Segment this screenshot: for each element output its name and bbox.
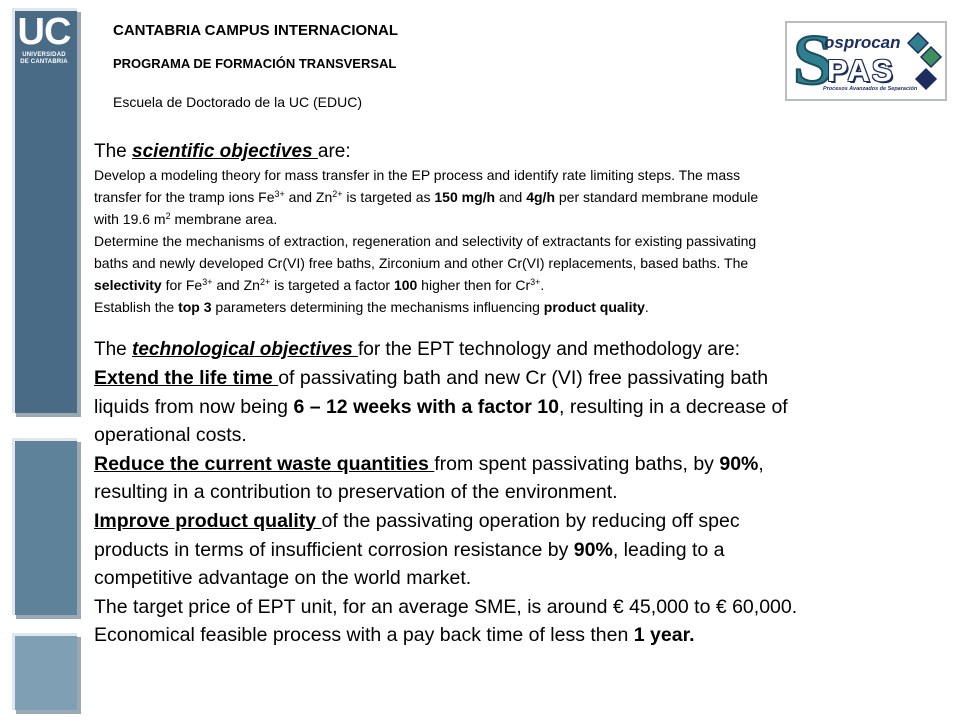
text-run: per standard membrane module: [555, 189, 759, 205]
sidebar-bar-middle: [12, 438, 77, 615]
technological-line-7: [94, 536, 960, 565]
text-run: operational costs.: [94, 424, 247, 447]
text-run: liquids from now being: [94, 395, 294, 418]
scientific-heading: [94, 140, 960, 164]
university-logo-line-1: UNIVERSIDAD: [22, 52, 66, 58]
bold-value: 150 mg/h: [434, 189, 496, 205]
bold-value: 100: [393, 277, 418, 293]
superscript: 2+: [259, 277, 271, 287]
text-run: membrane area.: [170, 211, 278, 227]
scientific-heading-post: are:: [317, 141, 351, 162]
bold-value: top 3: [178, 299, 212, 315]
text-run: transfer for the tramp ions Fe: [94, 189, 275, 205]
scientific-line-5: [94, 252, 960, 274]
text-run: .: [540, 277, 545, 293]
scientific-line-6: [94, 274, 960, 296]
superscript: 3+: [530, 277, 541, 287]
scientific-line-7: [94, 296, 960, 318]
scientific-line-2: [94, 186, 960, 208]
technological-line-5: [94, 478, 960, 507]
superscript: 3+: [202, 277, 213, 287]
text-run: Determine the mechanisms of extraction, regeneration and selectivity of extractants for existing passivating: [94, 233, 757, 249]
text-run: with 19.6 m: [94, 211, 166, 227]
text-run: higher then for Cr: [417, 277, 531, 293]
header-title: CANTABRIA CAMPUS INTERNACIONAL: [113, 22, 398, 39]
university-logo-mark: UC: [17, 11, 71, 53]
header-subtitle: PROGRAMA DE FORMACIÓN TRANSVERSAL: [113, 56, 397, 71]
text-run: baths and newly developed Cr(VI) free baths, Zirconium and other Cr(VI) replacements, based baths. The: [94, 255, 749, 271]
technological-line-9: [94, 593, 960, 622]
scientific-line-3: [94, 208, 960, 230]
sosprocan-logo: [785, 21, 947, 101]
diamond-icon: [904, 31, 944, 93]
technological-heading: [94, 336, 960, 364]
technological-line-10: [94, 621, 960, 650]
university-logo-line-2: DE CANTABRIA: [20, 59, 68, 65]
text-run: Economical feasible process with a pay back time of less then: [94, 624, 634, 647]
scientific-line-1: [94, 164, 960, 186]
text-run: .: [644, 299, 649, 315]
technological-line-4: [94, 450, 960, 479]
technological-heading-underlined: technological objectives: [132, 339, 358, 360]
bold-value: 90%: [573, 538, 613, 561]
text-run: The target price of EPT unit, for an average SME, is around € 45,000 to € 60,000.: [94, 595, 798, 618]
underlined-run: Improve product quality: [94, 509, 322, 532]
technological-heading-post: for the EPT technology and methodology are:: [357, 339, 740, 360]
text-run: products in terms of insufficient corrosion resistance by: [94, 538, 574, 561]
text-run: is targeted a factor: [270, 277, 394, 293]
university-logo: [15, 12, 73, 66]
text-run: parameters determining the mechanisms influencing: [211, 299, 544, 315]
text-run: of passivating bath and new Cr (VI) free passivating bath: [278, 367, 769, 389]
sosprocan-logo-pas: PAS: [827, 53, 895, 88]
text-run: and: [495, 189, 527, 205]
text-run: is targeted as: [342, 189, 435, 205]
sidebar-bar-top: [12, 8, 77, 413]
technological-line-3: [94, 421, 960, 450]
technological-line-2: [94, 393, 960, 422]
text-run: from spent passivating baths, by: [434, 452, 720, 475]
superscript: 2+: [332, 189, 343, 199]
spacer: [94, 318, 960, 336]
bold-value: selectivity: [94, 277, 162, 293]
technological-line-8: [94, 564, 960, 593]
text-run: and Zn: [284, 189, 333, 205]
text-run: resulting in a contribution to preservation of the environment.: [94, 481, 618, 504]
text-run: Establish the: [94, 299, 179, 315]
superscript: 3+: [274, 189, 285, 199]
header-school: Escuela de Doctorado de la UC (EDUC): [113, 94, 362, 110]
technological-heading-pre: The: [94, 339, 133, 360]
text-run: of the passivating operation by reducing off spec: [321, 509, 740, 532]
bold-value: 6 – 12 weeks with a factor 10: [293, 395, 559, 418]
bold-value: 1 year.: [633, 624, 695, 647]
text-run: competitive advantage on the world market.: [94, 567, 472, 590]
bold-value: product quality: [543, 299, 645, 315]
superscript: 2: [165, 211, 171, 221]
underlined-run: Reduce the current waste quantities: [94, 452, 435, 475]
sidebar-bar-bottom: [12, 633, 77, 710]
underlined-run: Extend the life time: [94, 367, 279, 389]
main-content: [94, 140, 960, 650]
scientific-heading-pre: The: [94, 141, 133, 162]
text-run: , resulting in a decrease of: [559, 395, 788, 418]
sosprocan-logo-tagline: Procesos Avanzados de Separación: [823, 86, 918, 92]
text-run: for Fe: [161, 277, 203, 293]
technological-line-1: [94, 364, 960, 393]
scientific-heading-underlined: scientific objectives: [132, 141, 318, 162]
bold-value: 4g/h: [526, 189, 555, 205]
scientific-line-4: [94, 230, 960, 252]
text-run: and Zn: [212, 277, 260, 293]
text-run: Develop a modeling theory for mass transfer in the EP process and identify rate limiting steps. The mass: [94, 167, 741, 183]
sosprocan-logo-s: S: [793, 20, 834, 100]
text-run: ,: [758, 452, 764, 475]
technological-line-6: [94, 507, 960, 536]
bold-value: 90%: [719, 452, 759, 475]
sosprocan-logo-word: osprocan: [824, 33, 901, 52]
text-run: , leading to a: [612, 538, 725, 561]
